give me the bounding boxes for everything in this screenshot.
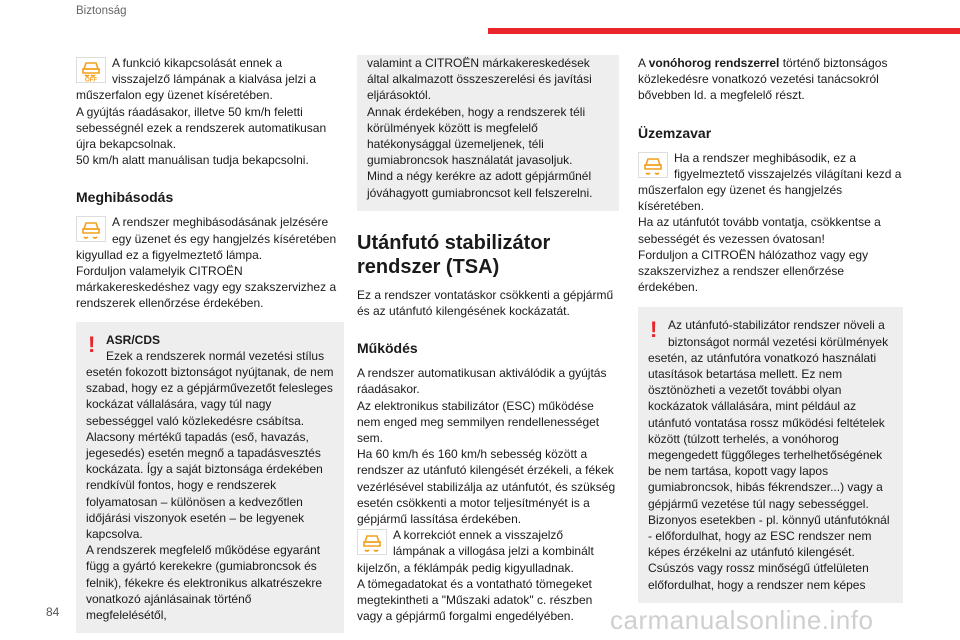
malfunction-paragraph: [638, 150, 903, 215]
column-1: [76, 55, 344, 633]
exclamation-icon: !: [88, 331, 96, 357]
towbar-text-pre: A: [638, 56, 649, 70]
tsa-intro: Ez a rendszer vontatáskor csökkenti a gépjármű és az utánfutó kilengésének kockázatát.: [357, 287, 614, 319]
warning-box-tsa: [638, 307, 903, 602]
header-accent-bar: [488, 28, 960, 34]
box-text-2: Annak érdekében, hogy a rendszerek téli körülmények között is megfelelő hatékonysággal üzemeljenek, téli gumiabroncsok használatát javasoljuk.: [367, 104, 586, 168]
malfunction-text-c: Ha az utánfutót tovább vontatja, csökkentse a sebességét és vezessen óvatosan!: [638, 215, 881, 246]
fault-text-b: egy üzenet és egy hangjelzés kíséretében kigyullad ez a figyelmeztető lámpa.: [76, 231, 337, 262]
fault-text-c: Forduljon valamelyik CITROËN márkakereskedéshez vagy egy szakszervizhez a rendszerek ellenőrzése érdekében.: [76, 264, 337, 311]
towbar-text: [638, 55, 903, 104]
manual-text: 50 km/h alatt manuálisan tudja bekapcsolni.: [76, 153, 309, 168]
malfunction-text-b: figyelmeztető visszajelzés világítani kezd a műszerfalon egy üzenet és hangjelzés kíséretében.: [638, 166, 902, 214]
tsa-warning-text: Az utánfutó-stabilizátor rendszer növeli a biztonságot normál vezetési körülmények esetén, az utánfutóra vonatkozó használati utasítások betartása mellett. Ez nem ösztönözheti a vezetőt további olyan kockázatok vállalására, mint például az utánfutó vontatása rossz működési feltételek között (túlzott terhelés, a vonóhorog megengedett függőleges terhelhetőségének be nem tartása, kopott vagy lapos gumiabroncsok, hibás fékrendszer...) vagy a gépjármű vezetése túl nagy sebességgel. Bizonyos esetekben - pl. könnyű utánfutóknál - előfordulhat, hogy az ESC rendszer nem képes érzékelni az utánfutó kilengését. Csúszós vagy rossz minőségű útfelületen előfordulhat, hogy a rendszer nem képes: [648, 318, 890, 592]
continued-box: [357, 55, 619, 211]
skid-warning-icon: [76, 216, 106, 242]
column-2: [357, 55, 619, 624]
operation-text-1: A rendszer automatikusan aktiválódik a gyújtás ráadásakor.: [357, 366, 607, 397]
fault-paragraph: [76, 214, 344, 263]
warning-text-3: A rendszerek megfelelő működése egyaránt függ a gyártó kerekekre (gumiabroncsok és felnik), fékekre és elektronikus alkatrészekre vonatkozó ajánlásainak történő megfelelésétől,: [86, 543, 323, 623]
correction-text-a: A korrekciót ennek a visszajelző: [393, 528, 564, 543]
box-text-1: valamint a CITROËN márkakereskedések által alkalmazott összeszerelési és javítási eljárásoktól.: [367, 56, 592, 103]
fault-heading: Meghibásodás: [76, 189, 174, 206]
operation-text-2: Az elektronikus stabilizátor (ESC) működése nem enged meg semmilyen rendellenességet sem.: [357, 398, 600, 446]
section-title: Biztonság: [76, 5, 127, 17]
column-3: [638, 55, 903, 603]
page-number: 84: [46, 605, 60, 619]
ignition-text: A gyújtás ráadásakor, illetve 50 km/h feletti sebességnél ezek a rendszerek automatikusan újra bekapcsolnak.: [76, 104, 327, 152]
fault-text-a: A rendszer meghibásodásának jelzésére: [112, 215, 329, 230]
correction-text-b: lámpának a villogása jelzi a kombinált kijelzőn, a féklámpák pedig kigyulladnak.: [357, 544, 594, 575]
malfunction-heading: Üzemzavar: [638, 124, 712, 141]
operation-text-3: Ha 60 km/h és 160 km/h sebesség között a rendszer az utánfutó kilengését érzékeli, a fékek vezérlésével stabilizálja az utánfutót, és szükség esetén csökkenti a motor teljesítményét is a gépjármű lassítása érdekében.: [357, 447, 616, 527]
box-text-3: Mind a négy kerékre az adott gépjárműnél jóváhagyott gumiabroncsot kell felszerelni.: [367, 169, 593, 200]
skid-warning-icon: [357, 529, 387, 555]
malfunction-text-a: Ha a rendszer meghibásodik, ez a: [674, 150, 857, 165]
correction-paragraph: [357, 527, 619, 576]
warning-text-2: Alacsony mértékű tapadás (eső, havazás, jegesedés) esetén megnő a tapadásvesztés kockázata. Így a saját biztonsága érdekében rendkívül fontos, hogy e rendszerek folyamatosan – különösen a kedvezőtlen időjárási viszonyok esetén – be legyenek kapcsolva.: [86, 429, 323, 542]
tsa-heading: Utánfutó stabilizátor rendszer (TSA): [357, 231, 551, 278]
off-text-b: visszajelző lámpának a kialvása jelzi a műszerfalon egy üzenet kíséretében.: [76, 72, 317, 103]
warning-title: ASR/CDS: [106, 332, 161, 347]
exclamation-icon: !: [650, 317, 658, 343]
malfunction-text-d: Forduljon a CITROËN hálózathoz vagy egy szakszervizhez a rendszer ellenőrzése érdekében.: [638, 247, 869, 295]
off-text-a: A funkció kikapcsolását ennek a: [112, 56, 283, 70]
off-paragraph: [76, 55, 344, 104]
towbar-text-post: történő biztonságos közlekedésre vonatkozó vezetési tanácsokról bővebben ld. a megfelelő részt.: [638, 56, 888, 103]
off-label: OFF: [85, 77, 97, 83]
operation-heading: Működés: [357, 340, 418, 357]
watermark: carmanualsonline.info: [610, 605, 874, 635]
warning-box-asr: [76, 322, 344, 634]
esc-off-icon: [76, 57, 106, 83]
mass-text: A tömegadatokat és a vontatható tömegeket megtekintheti a "Műszaki adatok" c. részben vagy a gépjármű forgalmi engedélyében.: [357, 576, 593, 624]
towbar-link-text: vonóhorog rendszerrel: [648, 56, 780, 70]
warning-text-1: Ezek a rendszerek normál vezetési stílus esetén fokozott biztonságot nyújtanak, de nem szabad, hogy ez a gépjárművezetőt felesleges kockázat vállalására, vagy túl nagy sebességgel való közlekedésre csábítsa.: [86, 348, 334, 428]
skid-warning-icon: [638, 152, 668, 178]
